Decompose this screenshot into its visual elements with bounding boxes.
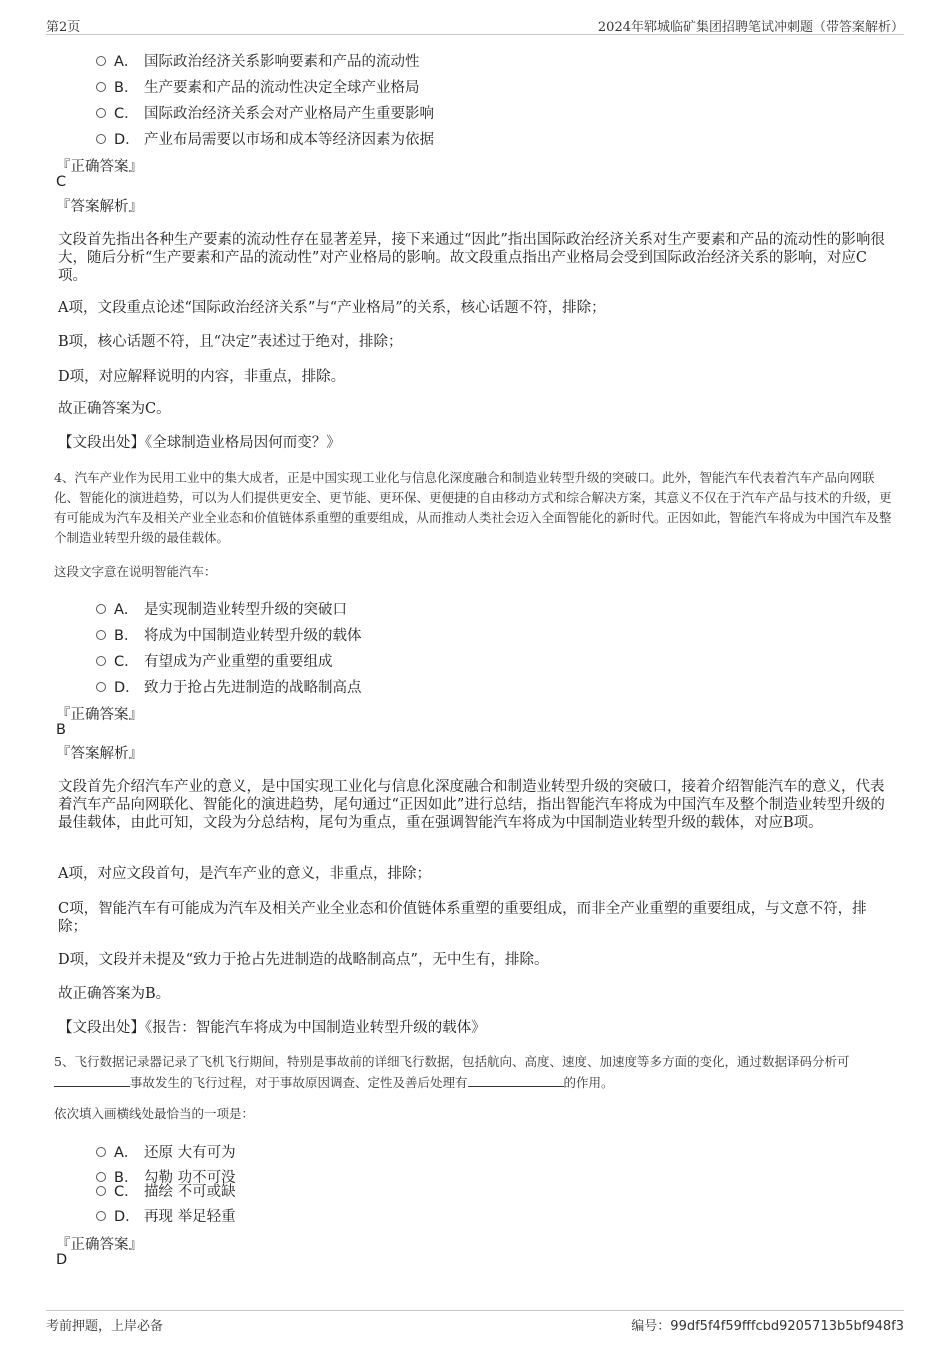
page-number: 第2页	[46, 20, 81, 35]
q3-correct-answer-label: 『正确答案』	[56, 159, 143, 175]
q4-analysis-paragraph: 文段首先介绍汽车产业的意义，是中国实现工业化与信息化深度融合和制造业转型升级的突破口，接着介绍智能汽车的意义，代表着汽车产品向网联化、智能化的演进趋势，尾句通过“正因如此”进行总结，指出智能汽车将成为中国汽车及整个制造业转型升级的最佳载体，由此可知，文段为分总结构，尾句为重点，重在强调智能汽车将成为中国制造业转型升级的载体，对应B项。	[58, 779, 885, 831]
document-title: 2024年郓城临矿集团招聘笔试冲刺题（带答案解析）	[597, 20, 904, 35]
radio-icon[interactable]	[96, 1186, 106, 1196]
q5-prompt: 依次填入画横线处最恰当的一项是：	[54, 1106, 255, 1121]
q3-analysis-option-a: A项，文段重点论述“国际政治经济关系”与“产业格局”的关系，核心话题不符，排除；	[58, 300, 606, 316]
fill-blank-2	[468, 1072, 564, 1087]
page-header	[46, 14, 904, 35]
document-code: 编号：99df5f4f59fffcbd9205713b5bf948f3	[631, 1319, 904, 1334]
q4-source: 【文段出处】《报告：智能汽车将成为中国制造业转型升级的载体》	[58, 1020, 486, 1036]
radio-icon[interactable]	[96, 604, 106, 614]
q4-correct-answer-label: 『正确答案』	[56, 707, 143, 723]
footer-slogan: 考前押题，上岸必备	[46, 1319, 164, 1334]
q5-correct-answer-label: 『正确答案』	[56, 1237, 143, 1253]
q5-stem: 5、飞行数据记录器记录了飞机飞行期间，特别是事故前的详细飞行数据，包括航向、高度、速度、加速度等多方面的变化，通过数据译码分析可事故发生的飞行过程，对于事故原因调查、定性及善后处理有 的作用。	[54, 1054, 850, 1090]
radio-icon[interactable]	[96, 656, 106, 666]
q3-analysis-option-d: D项，对应解释说明的内容，非重点，排除。	[58, 369, 346, 385]
q4-analysis-option-c: C项，智能汽车有可能成为汽车及相关产业全业态和价值链体系重塑的重要组成，而非全产业重塑的重要组成，与文意不符，排除；	[58, 901, 867, 935]
page-footer	[46, 1310, 904, 1333]
q4-stem: 4、汽车产业作为民用工业中的集大成者，正是中国实现工业化与信息化深度融合和制造业转型升级的突破口。此外，智能汽车代表着汽车产品向网联化、智能化的演进趋势，可以为人们提供更安全、更节能、更环保、更便捷的自由移动方式和综合解决方案，其意义不仅在于汽车产品与技术的升级，更有可能成为汽车及相关产业全业态和价值链体系重塑的重要组成，从而推动人类社会迈入全面智能化的新时代。正因如此，智能汽车将成为中国汽车及整个制造业转型升级的最佳载体。	[54, 470, 892, 545]
fill-blank-1	[54, 1072, 130, 1087]
radio-icon[interactable]	[96, 134, 106, 144]
radio-icon[interactable]	[96, 108, 106, 118]
radio-icon[interactable]	[96, 1172, 106, 1182]
q3-analysis-paragraph: 文段首先指出各种生产要素的流动性存在显著差异，接下来通过“因此”指出国际政治经济关系对生产要素和产品的流动性的影响很大，随后分析“生产要素和产品的流动性”对产业格局的影响。故文段重点指出产业格局会受到国际政治经济关系的影响，对应C项。	[58, 232, 885, 284]
q3-source: 【文段出处】《全球制造业格局因何而变？》	[58, 435, 341, 451]
q4-analysis-option-d: D项，文段并未提及“致力于抢占先进制造的战略制高点”，无中生有，排除。	[58, 952, 549, 968]
q4-analysis-label: 『答案解析』	[56, 746, 143, 762]
q3-analysis-option-b: B项，核心话题不符，且“决定”表述过于绝对，排除；	[58, 334, 403, 350]
radio-icon[interactable]	[96, 82, 106, 92]
radio-icon[interactable]	[96, 682, 106, 692]
q3-analysis-label: 『答案解析』	[56, 199, 143, 215]
q3-conclusion: 故正确答案为C。	[58, 401, 171, 417]
q4-answer: B	[56, 722, 66, 738]
q3-answer: C	[56, 174, 67, 190]
q5-answer: D	[56, 1252, 68, 1268]
q4-conclusion: 故正确答案为B。	[58, 986, 171, 1002]
radio-icon[interactable]	[96, 1147, 106, 1157]
q4-analysis-option-a: A项，对应文段首句，是汽车产业的意义，非重点，排除；	[58, 866, 431, 882]
q4-prompt: 这段文字意在说明智能汽车：	[54, 564, 217, 579]
radio-icon[interactable]	[96, 1211, 106, 1221]
radio-icon[interactable]	[96, 56, 106, 66]
radio-icon[interactable]	[96, 630, 106, 640]
